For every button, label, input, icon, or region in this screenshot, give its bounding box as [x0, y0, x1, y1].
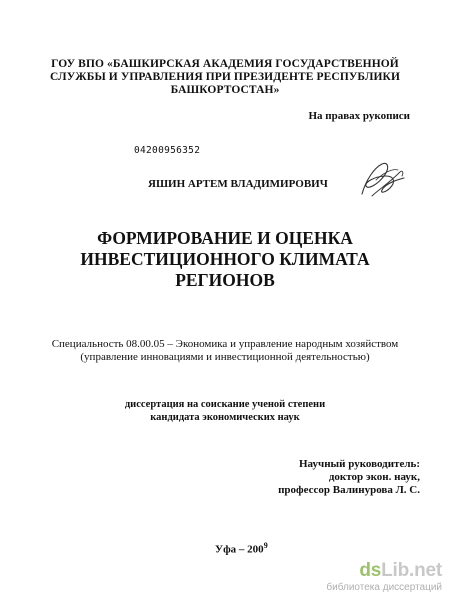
supervisor-line-1: Научный руководитель:	[299, 458, 420, 470]
dissertation-title	[0, 228, 450, 291]
specialty-block	[0, 338, 450, 364]
organization-header	[0, 58, 450, 97]
organization-line-2: СЛУЖБЫ И УПРАВЛЕНИЯ ПРИ ПРЕЗИДЕНТЕ РЕСПУБЛИКИ	[49, 71, 401, 83]
place-year-suffix: 9	[263, 541, 268, 550]
degree-line-2: кандидата экономических наук	[150, 412, 300, 423]
title-line-2: ИНВЕСТИЦИОННОГО КЛИМАТА	[80, 249, 370, 269]
dslib-caption: библиотека диссертаций	[326, 582, 442, 593]
manuscript-rights-note: На правах рукописи	[308, 110, 410, 122]
archive-number: 04200956352	[134, 145, 201, 156]
degree-block	[0, 398, 450, 424]
place-year-text: Уфа – 200	[215, 543, 264, 556]
supervisor-block	[278, 458, 420, 497]
author-name: ЯШИН АРТЕМ ВЛАДИМИРОВИЧ	[148, 178, 328, 190]
specialty-line-1: Специальность 08.00.05 – Экономика и управление народным хозяйством	[51, 338, 399, 350]
dslib-logo	[359, 560, 442, 582]
supervisor-line-3: профессор Валинурова Л. С.	[278, 484, 420, 496]
place-and-year	[215, 541, 268, 556]
dslib-logo-lib: Lib	[381, 560, 410, 581]
supervisor-line-2: доктор экон. наук,	[328, 471, 420, 483]
specialty-line-2: (управление инновациями и инвестиционной деятельностью)	[80, 351, 370, 363]
title-line-3: РЕГИОНОВ	[175, 270, 275, 290]
degree-line-1: диссертация на соискание ученой степени	[124, 399, 326, 410]
dslib-logo-net: .net	[409, 560, 442, 581]
organization-line-3: БАШКОРТОСТАН»	[170, 84, 280, 96]
title-line-1: ФОРМИРОВАНИЕ И ОЦЕНКА	[97, 228, 353, 248]
dslib-logo-ds: ds	[359, 560, 382, 581]
handwritten-signature	[352, 150, 412, 210]
organization-line-1: ГОУ ВПО «БАШКИРСКАЯ АКАДЕМИЯ ГОСУДАРСТВЕННОЙ	[51, 58, 399, 70]
dslib-watermark	[312, 560, 442, 596]
